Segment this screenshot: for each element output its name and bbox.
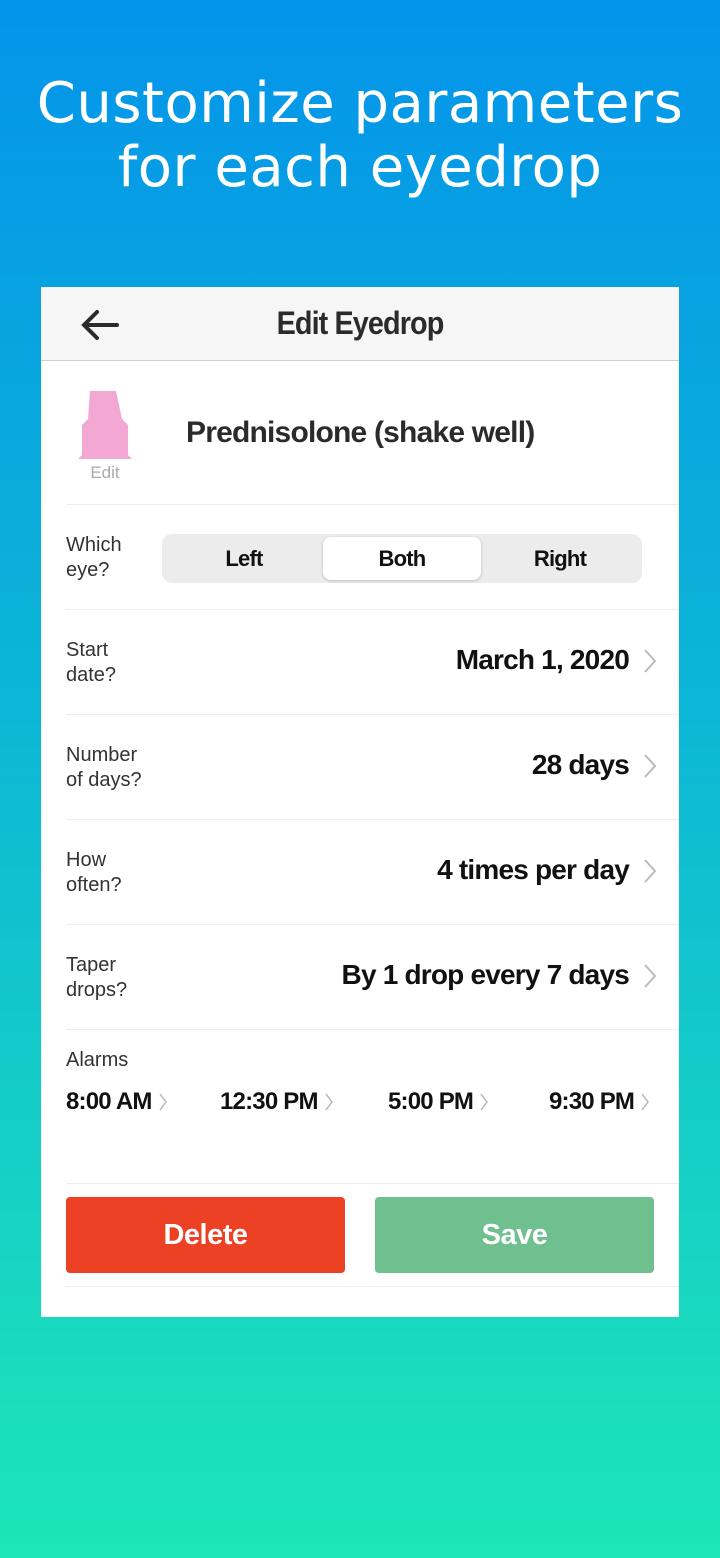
delete-button[interactable]: Delete: [66, 1197, 345, 1273]
alarm-time: 5:00 PM: [388, 1088, 474, 1115]
label-line: Taper: [66, 954, 117, 976]
save-button[interactable]: Save: [375, 1197, 654, 1273]
label-line: date?: [66, 664, 117, 686]
chevron-right-icon: [643, 753, 657, 779]
alarms-section: [66, 1030, 679, 1184]
label-line: How: [66, 849, 107, 871]
drug-name[interactable]: Prednisolone (shake well): [186, 416, 535, 449]
label-line: Start: [66, 639, 109, 661]
number-of-days-row[interactable]: [66, 715, 679, 820]
start-date-label: [66, 638, 166, 688]
edit-bottle-link[interactable]: Edit: [90, 463, 120, 482]
chevron-right-icon: [643, 963, 657, 989]
edit-eyedrop-card: [41, 287, 679, 1317]
nav-bar: [41, 287, 679, 361]
eye-option-both[interactable]: Both: [323, 537, 481, 580]
how-often-row[interactable]: [66, 820, 679, 925]
number-of-days-value: 28 days: [531, 749, 629, 780]
label-line: drops?: [66, 979, 128, 1001]
alarm-time-2[interactable]: [220, 1088, 334, 1116]
start-date-row[interactable]: [66, 610, 679, 715]
divider: [66, 1286, 679, 1287]
eye-segmented-control: [162, 534, 642, 583]
which-eye-label: [66, 533, 166, 583]
how-often-value: 4 times per day: [437, 854, 629, 885]
alarm-time: 12:30 PM: [220, 1088, 318, 1115]
headline-line-2: for each eyedrop: [117, 135, 603, 200]
alarm-time: 9:30 PM: [549, 1088, 635, 1115]
taper-drops-label: [66, 953, 166, 1003]
label-line: Number: [66, 744, 138, 766]
drug-row: [66, 361, 679, 505]
label-line: of days?: [66, 769, 142, 791]
start-date-value: March 1, 2020: [455, 644, 629, 675]
how-often-label: [66, 848, 166, 898]
alarm-time-1[interactable]: [66, 1088, 168, 1116]
alarm-time: 8:00 AM: [66, 1088, 152, 1115]
alarms-label: Alarms: [66, 1049, 129, 1071]
eye-option-left[interactable]: Left: [225, 546, 263, 571]
label-line: Which: [66, 534, 122, 556]
chevron-right-icon: [479, 1092, 489, 1112]
chevron-right-icon: [324, 1092, 334, 1112]
chevron-right-icon: [643, 648, 657, 674]
eye-option-right[interactable]: Right: [533, 546, 587, 571]
page-title: Edit Eyedrop: [276, 305, 444, 341]
chevron-right-icon: [640, 1092, 650, 1112]
eyedrop-bottle-icon[interactable]: [78, 391, 132, 459]
label-line: eye?: [66, 559, 110, 581]
chevron-right-icon: [158, 1092, 168, 1112]
number-of-days-label: [66, 743, 166, 793]
taper-drops-row[interactable]: [66, 925, 679, 1030]
alarm-time-3[interactable]: [388, 1088, 489, 1116]
alarm-time-4[interactable]: [549, 1088, 650, 1116]
which-eye-row: [66, 505, 679, 610]
headline: [0, 72, 720, 200]
headline-line-1: Customize parameters: [36, 71, 684, 136]
chevron-right-icon: [643, 858, 657, 884]
label-line: often?: [66, 874, 122, 896]
taper-drops-value: By 1 drop every 7 days: [341, 959, 629, 990]
